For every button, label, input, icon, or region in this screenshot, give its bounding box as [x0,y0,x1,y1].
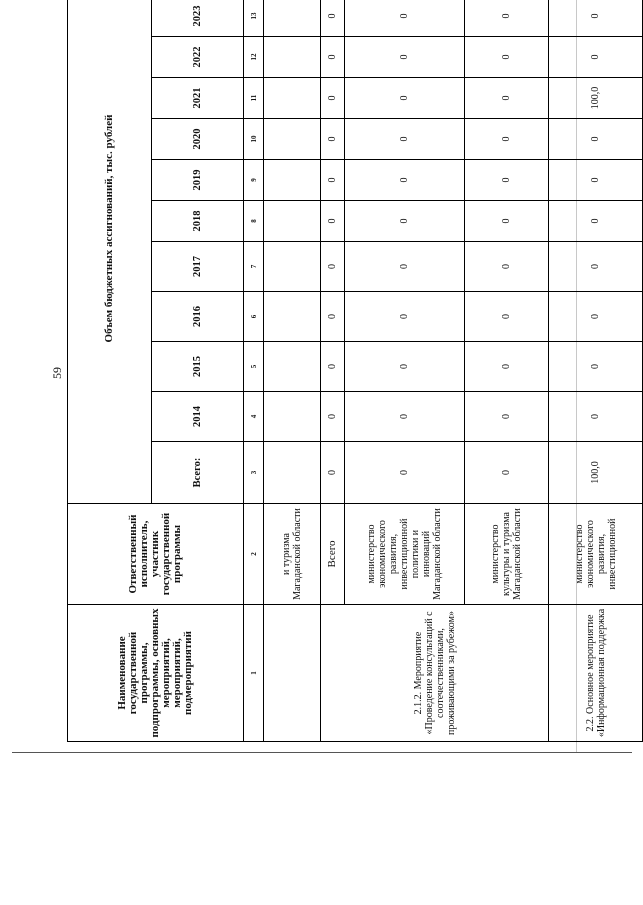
volume-column-header: Объем бюджетных ассигнований, тыс. рублей [68,0,152,504]
column-index: 2 [244,504,264,605]
value-cell [264,78,321,119]
row-responsible-cell: Всего [321,504,345,605]
value-cell: 0 [321,292,345,342]
column-index: 1 [244,605,264,742]
year-header: 2019 [152,160,244,201]
value-cell: 0 [321,442,345,504]
value-cell: 0 [345,78,465,119]
year-header: 2016 [152,292,244,342]
value-cell [264,160,321,201]
value-cell: 0 [345,242,465,292]
value-cell: 0 [321,160,345,201]
table-row [321,0,345,742]
value-cell: 0 [465,160,549,201]
value-cell [264,392,321,442]
year-header: 2014 [152,392,244,442]
value-cell: 0 [345,160,465,201]
column-index: 7 [244,242,264,292]
rotated-table-wrapper [67,4,618,742]
value-cell: 0 [465,119,549,160]
row-name-cell: 2.1.2. Мероприятие «Проведение консультаций с соотечественниками, проживающими за рубежом» [321,605,549,742]
column-index-row [244,0,264,742]
column-index: 13 [244,0,264,37]
row-name-cell [264,605,321,742]
year-header: 2017 [152,242,244,292]
value-cell: 0 [549,119,643,160]
year-header: 2022 [152,37,244,78]
column-index: 6 [244,292,264,342]
row-responsible-cell: и туризма Магаданской области [264,504,321,605]
value-cell: 0 [465,0,549,37]
page-bottom-line [12,752,632,753]
total-header: Всего: [152,442,244,504]
value-cell [264,37,321,78]
value-cell: 0 [345,37,465,78]
table-row [264,0,321,742]
value-cell: 0 [465,201,549,242]
value-cell: 0 [345,292,465,342]
value-cell: 0 [321,119,345,160]
row-name-cell: 2.2. Основное мероприятие «Информационная поддержка [549,605,643,742]
year-header: 2020 [152,119,244,160]
value-cell: 0 [345,342,465,392]
column-index: 5 [244,342,264,392]
value-cell [264,442,321,504]
value-cell: 0 [549,37,643,78]
column-index: 10 [244,119,264,160]
year-header: 2015 [152,342,244,392]
value-cell: 0 [465,442,549,504]
column-index: 4 [244,392,264,442]
value-cell: 0 [345,392,465,442]
rotated-table-area [67,4,618,742]
value-cell: 0 [549,160,643,201]
value-cell: 0 [465,292,549,342]
value-cell: 0 [465,342,549,392]
value-cell: 0 [345,0,465,37]
value-cell: 0 [321,78,345,119]
value-cell: 0 [345,442,465,504]
value-cell [264,119,321,160]
value-cell [264,0,321,37]
value-cell: 0 [549,342,643,392]
name-column-header: Наименование государственной программы, подпрограммы, основных мероприятий, мероприятий, подмероприятий [68,605,244,742]
value-cell: 0 [549,0,643,37]
column-index: 11 [244,78,264,119]
row-responsible-cell: министерство культуры и туризма Магаданской области [465,504,549,605]
year-header: 2021 [152,78,244,119]
value-cell: 0 [321,242,345,292]
page-number: 59 [50,367,64,379]
year-header: 2023 [152,0,244,37]
value-cell: 0 [465,78,549,119]
column-index: 3 [244,442,264,504]
value-cell [264,201,321,242]
row-responsible-cell: министерство экономического развития, инвестиционной [549,504,643,605]
table-row [549,0,643,742]
value-cell: 0 [465,392,549,442]
value-cell [264,242,321,292]
value-cell: 0 [465,37,549,78]
column-index: 9 [244,160,264,201]
value-cell: 0 [549,201,643,242]
value-cell: 0 [321,201,345,242]
header-row-1 [68,0,152,742]
value-cell [264,292,321,342]
column-index: 12 [244,37,264,78]
column-index: 8 [244,201,264,242]
value-cell: 0 [321,37,345,78]
value-cell: 0 [549,292,643,342]
value-cell: 0 [465,242,549,292]
value-cell: 0 [345,119,465,160]
value-cell [264,342,321,392]
value-cell: 0 [549,242,643,292]
value-cell: 0 [549,392,643,442]
value-cell: 0 [345,201,465,242]
row-responsible-cell: министерство экономического развития, инвестиционной политики и инноваций Магаданской области [345,504,465,605]
responsible-column-header: Ответственный исполнитель, участник государственной программы [68,504,244,605]
value-cell: 100,0 [549,78,643,119]
value-cell: 100,0 [549,442,643,504]
value-cell: 0 [321,342,345,392]
value-cell: 0 [321,0,345,37]
value-cell: 0 [321,392,345,442]
year-header: 2018 [152,201,244,242]
budget-table [67,0,643,742]
